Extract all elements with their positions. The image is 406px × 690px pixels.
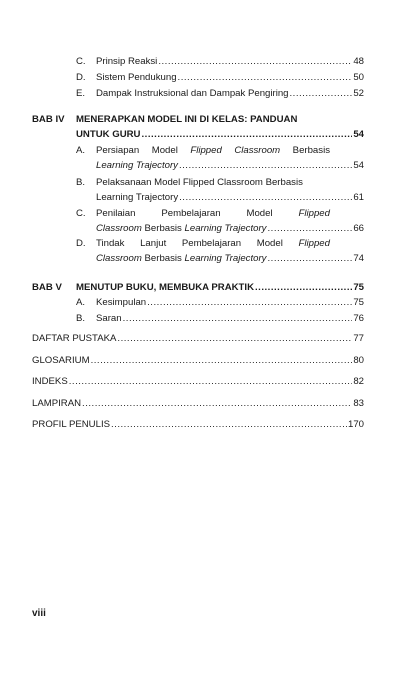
word: Classroom	[96, 223, 142, 234]
toc-entry-line1	[96, 208, 330, 220]
word: Berbasis	[144, 223, 182, 234]
toc-entry-title: PROFIL PENULIS	[32, 419, 111, 430]
leader-dots	[111, 419, 347, 431]
leader-dots	[255, 282, 352, 294]
leader-dots	[158, 56, 352, 68]
toc-page-number: 75	[353, 297, 364, 308]
word: Pembelajaran	[161, 208, 221, 219]
toc-entry-title: DAFTAR PUSTAKA	[32, 333, 117, 344]
toc-page-number: 54	[353, 129, 364, 140]
toc-letter: B.	[76, 313, 86, 324]
word: Lanjut	[140, 238, 167, 249]
word: Model	[256, 238, 283, 249]
toc-page-number: 61	[353, 192, 364, 203]
word: Tindak	[96, 238, 125, 249]
word: Persiapan	[96, 145, 140, 156]
leader-dots	[290, 88, 353, 100]
toc-entry-dampak[interactable]	[96, 88, 364, 100]
toc-entry-lampiran[interactable]	[32, 398, 364, 410]
toc-letter: D.	[76, 238, 86, 249]
word: Berbasis	[292, 145, 330, 156]
toc-entry-bab-iv[interactable]	[76, 129, 364, 141]
chapter-title-line1: MENERAPKAN MODEL INI DI KELAS: PANDUAN	[76, 114, 298, 125]
leader-dots	[82, 398, 352, 410]
word: Learning Trajectory	[184, 223, 267, 234]
toc-entry-daftar-pustaka[interactable]	[32, 333, 364, 345]
toc-entry-title: GLOSARIUM	[32, 355, 90, 366]
toc-entry-glosarium[interactable]	[32, 355, 364, 367]
toc-entry-bab-v[interactable]	[76, 282, 364, 294]
toc-letter: C.	[76, 56, 86, 67]
toc-page-number: 170	[347, 419, 364, 430]
leader-dots	[147, 297, 352, 309]
word: Classroom	[96, 253, 142, 264]
toc-page-number: 76	[353, 313, 364, 324]
toc-page-number: 82	[353, 376, 364, 387]
toc-entry-line1	[96, 145, 330, 157]
toc-entry-sistem-pendukung[interactable]	[96, 72, 364, 84]
toc-entry-title: Dampak Instruksional dan Dampak Pengiring	[96, 88, 289, 99]
toc-letter: E.	[76, 88, 86, 99]
leader-dots	[179, 160, 352, 172]
leader-dots	[267, 253, 352, 265]
toc-letter: B.	[76, 177, 86, 188]
toc-entry-title: Prinsip Reaksi	[96, 56, 158, 67]
toc-page-number: 48	[353, 56, 364, 67]
toc-entry-indeks[interactable]	[32, 376, 364, 388]
toc-entry-title: LAMPIRAN	[32, 398, 82, 409]
word: Flipped	[298, 238, 330, 249]
chapter-title: MENUTUP BUKU, MEMBUKA PRAKTIK	[76, 282, 255, 293]
word: Flipped	[190, 145, 222, 156]
chapter-title-line2: UNTUK GURU	[76, 129, 141, 140]
toc-entry-persiapan[interactable]	[96, 160, 364, 172]
toc-entry-title: Kesimpulan	[96, 297, 147, 308]
toc-entry-title: Learning Trajectory	[96, 160, 178, 171]
leader-dots	[142, 129, 353, 141]
toc-letter: A.	[76, 145, 86, 156]
toc-page-number: 52	[353, 88, 364, 99]
toc-page-number: 50	[353, 72, 364, 83]
toc-page-number: 75	[353, 282, 364, 293]
toc-page-number: 83	[353, 398, 364, 409]
toc-page-number: 80	[353, 355, 364, 366]
leader-dots	[178, 72, 353, 84]
toc-entry-prinsip-reaksi[interactable]	[96, 56, 364, 68]
leader-dots	[267, 223, 352, 235]
leader-dots	[91, 355, 353, 367]
toc-entry-title: Learning Trajectory	[96, 192, 179, 203]
toc-page-number: 66	[353, 223, 364, 234]
word: Flipped	[298, 208, 330, 219]
leader-dots	[69, 376, 353, 388]
word: Berbasis	[144, 253, 182, 264]
word: Model	[151, 145, 178, 156]
leader-dots	[117, 333, 352, 345]
page-number-footer: viii	[32, 608, 46, 619]
toc-page-number: 74	[353, 253, 364, 264]
chapter-label: BAB V	[32, 282, 62, 293]
toc-letter: A.	[76, 297, 86, 308]
toc-entry-pelaksanaan[interactable]	[96, 192, 364, 204]
toc-entry-penilaian[interactable]	[96, 223, 364, 235]
leader-dots	[179, 192, 352, 204]
toc-entry-line1: Pelaksanaan Model Flipped Classroom Berbasis	[96, 177, 303, 188]
toc-entry-tindak-lanjut[interactable]	[96, 253, 364, 265]
toc-letter: C.	[76, 208, 86, 219]
toc-entry-title: Saran	[96, 313, 122, 324]
toc-letter: D.	[76, 72, 86, 83]
word: Penilaian	[96, 208, 136, 219]
word: Learning Trajectory	[184, 253, 267, 264]
toc-entry-kesimpulan[interactable]	[96, 297, 364, 309]
leader-dots	[123, 313, 353, 325]
word: Pembelajaran	[181, 238, 242, 249]
chapter-label: BAB IV	[32, 114, 65, 125]
word: Model	[246, 208, 273, 219]
toc-page-number: 54	[353, 160, 364, 171]
toc-entry-title: INDEKS	[32, 376, 68, 387]
toc-entry-profil-penulis[interactable]	[32, 419, 364, 431]
toc-entry-title: Sistem Pendukung	[96, 72, 177, 83]
toc-page-number: 77	[353, 333, 364, 344]
word: Classroom	[234, 145, 281, 156]
toc-entry-line1	[96, 238, 330, 250]
toc-entry-saran[interactable]	[96, 313, 364, 325]
